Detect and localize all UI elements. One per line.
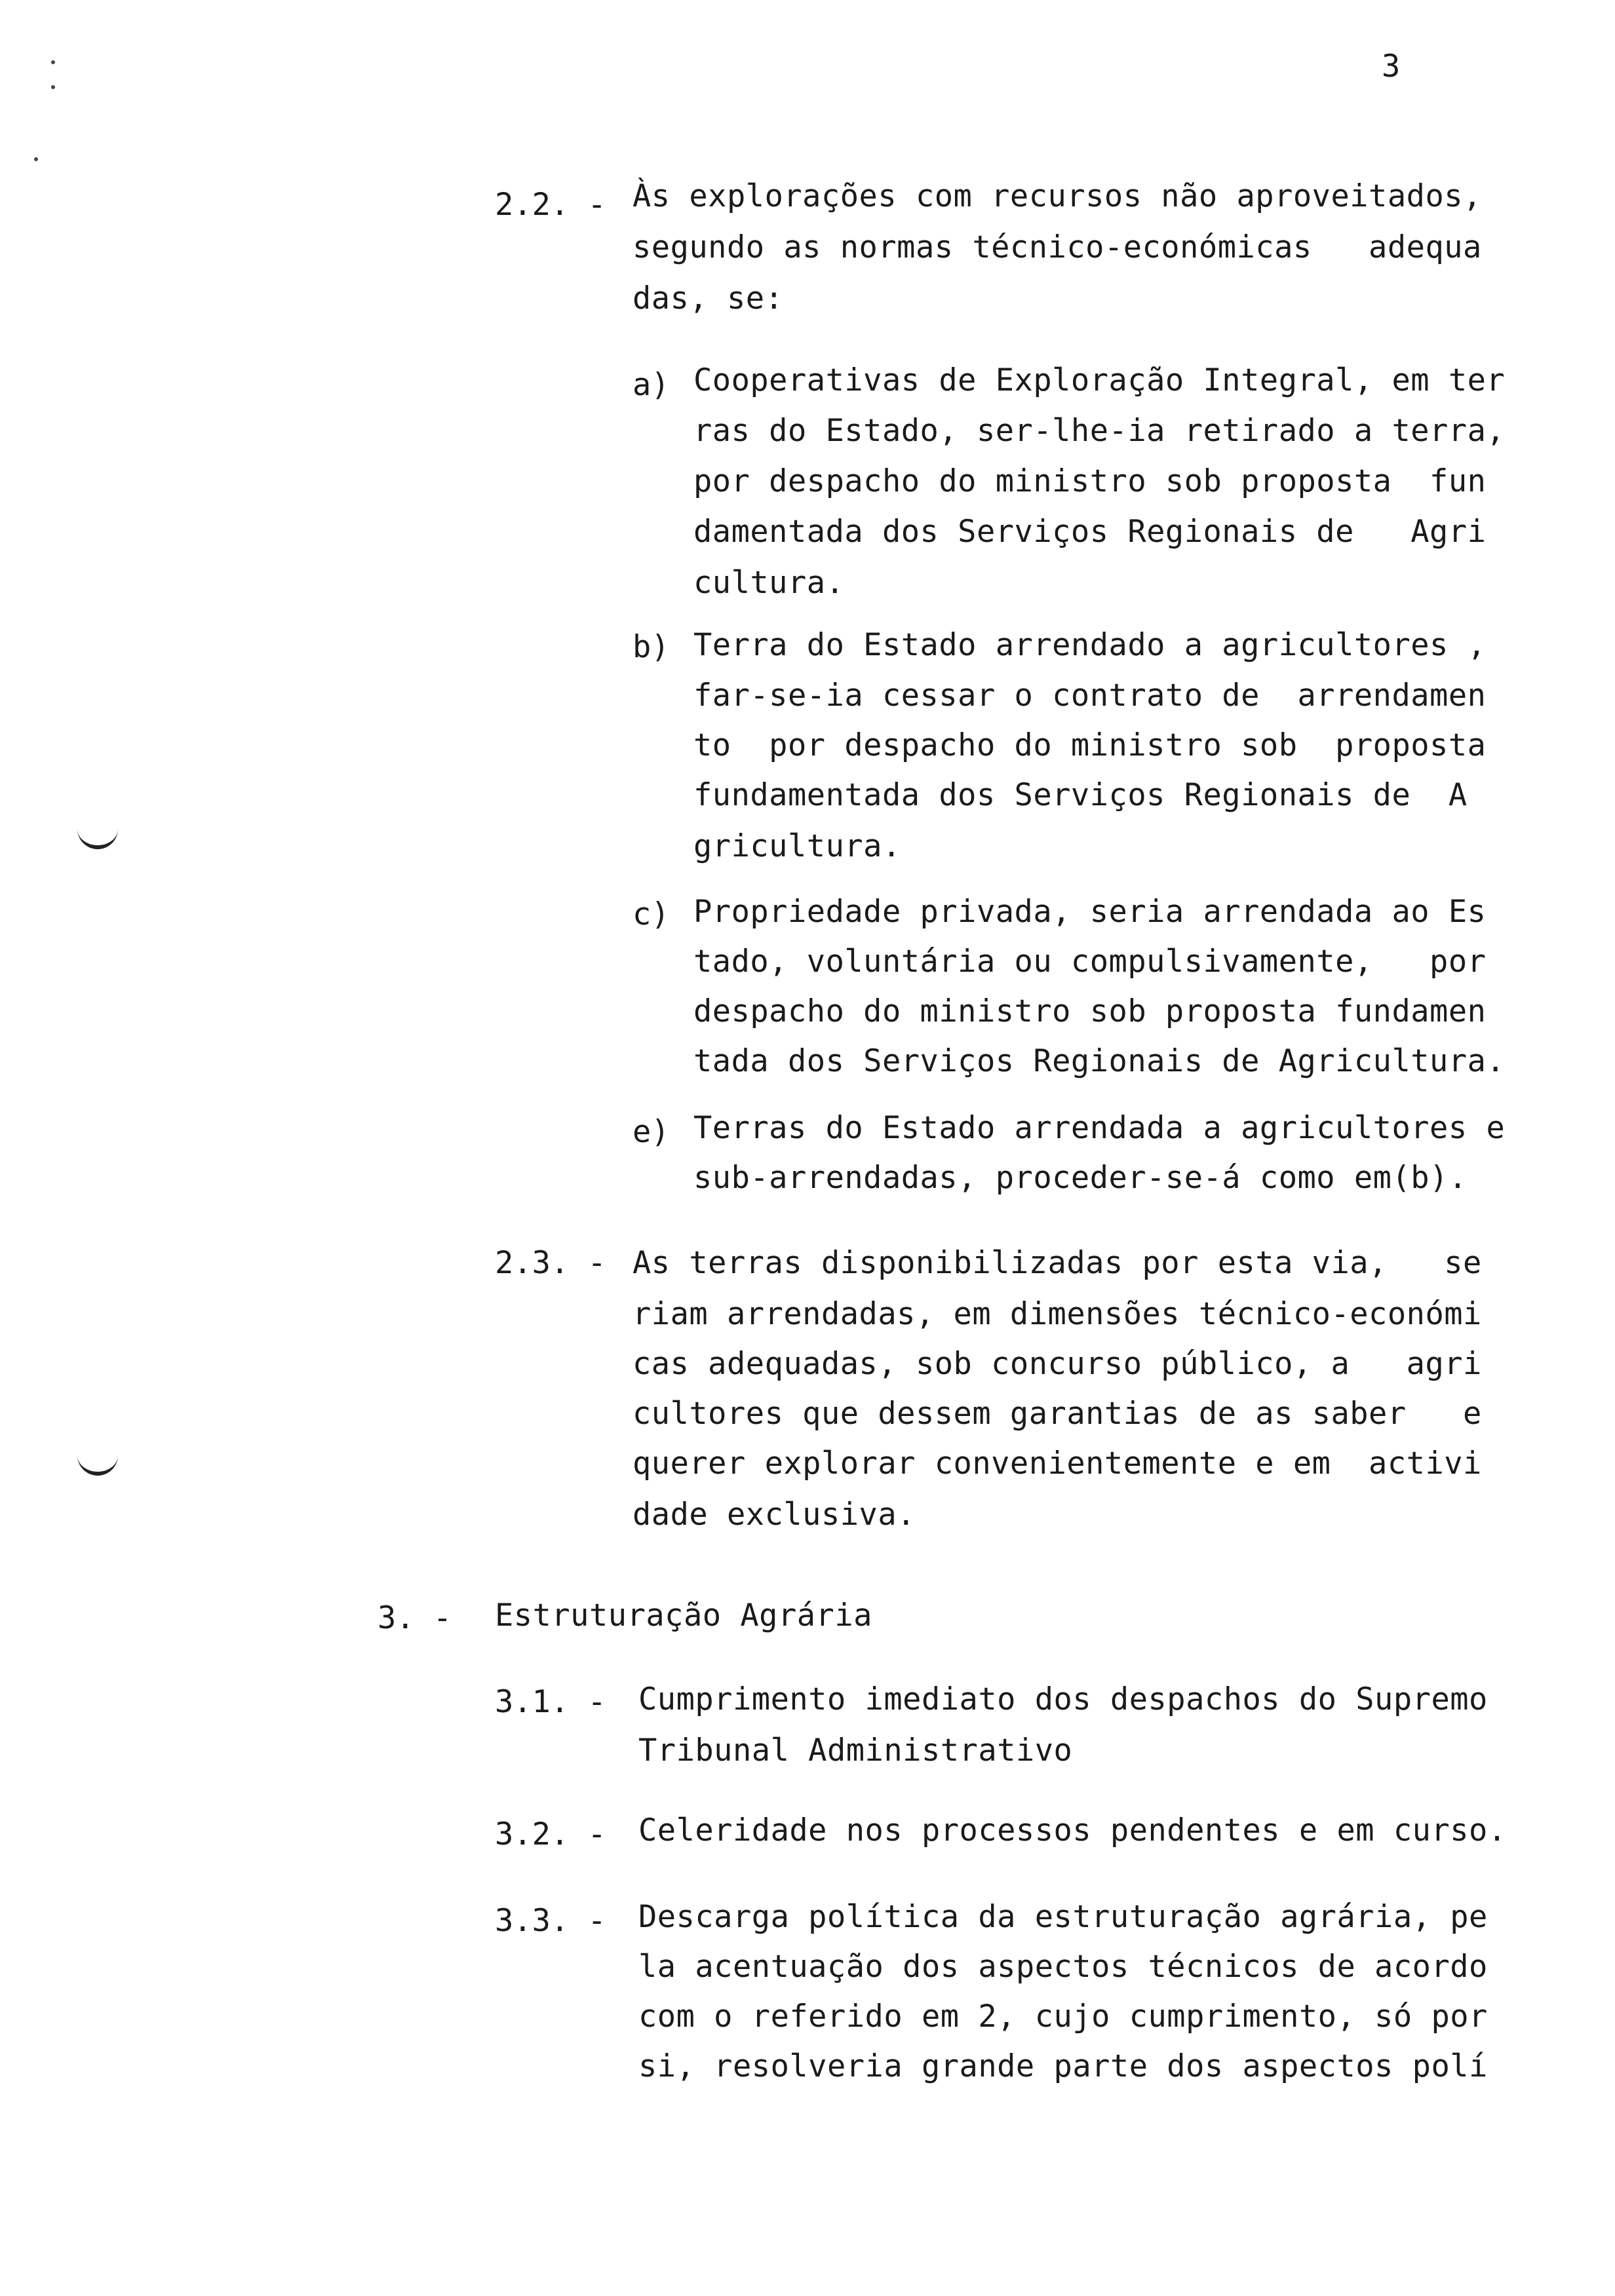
section-number: 2.3. -: [495, 1245, 606, 1281]
text-line: Descarga política da estruturação agrária, pe: [638, 1899, 1488, 1935]
text-line: ras do Estado, ser-lhe-ia retirado a terra,: [693, 413, 1506, 449]
item-label: a): [632, 367, 670, 403]
text-line: por despacho do ministro sob proposta fun: [693, 463, 1487, 499]
section-number: 3.3. -: [495, 1903, 606, 1939]
text-line: das, se:: [632, 280, 784, 316]
item-label: c): [632, 896, 670, 932]
binder-hole-mark: [77, 813, 118, 849]
text-line: Terras do Estado arrendada a agricultores e: [693, 1110, 1506, 1146]
text-line: gricultura.: [693, 828, 901, 864]
text-line: dade exclusiva.: [632, 1497, 916, 1533]
scan-speck: [34, 157, 38, 161]
text-line: si, resolveria grande parte dos aspectos polí: [638, 2048, 1488, 2084]
binder-hole-mark: [77, 1439, 118, 1476]
section-number: 3.2. -: [495, 1816, 606, 1852]
item-label: b): [632, 629, 670, 665]
section-number: 3. -: [378, 1600, 452, 1636]
text-line: Terra do Estado arrendado a agricultores ,: [693, 627, 1487, 663]
text-line: to por despacho do ministro sob proposta: [693, 727, 1487, 763]
text-line: tado, voluntária ou compulsivamente, por: [693, 944, 1487, 980]
text-line: riam arrendadas, em dimensões técnico-económi: [632, 1296, 1482, 1332]
scan-speck: [51, 85, 55, 89]
section-number: 2.2. -: [495, 187, 606, 223]
text-line: Às explorações com recursos não aproveitados,: [632, 178, 1482, 214]
text-line: Celeridade nos processos pendentes e em curso.: [638, 1812, 1507, 1848]
text-line: far-se-ia cessar o contrato de arrendamen: [693, 678, 1487, 714]
text-line: Cumprimento imediato dos despachos do Supremo: [638, 1681, 1488, 1717]
text-line: damentada dos Serviços Regionais de Agri: [693, 514, 1487, 550]
text-line: cultura.: [693, 565, 845, 601]
text-line: tada dos Serviços Regionais de Agricultura.: [693, 1043, 1506, 1079]
text-line: As terras disponibilizadas por esta via, se: [632, 1245, 1482, 1281]
text-line: cultores que dessem garantias de as saber e: [632, 1396, 1482, 1432]
text-line: com o referido em 2, cujo cumprimento, só por: [638, 1999, 1488, 2035]
text-line: Tribunal Administrativo: [638, 1732, 1073, 1769]
section-number: 3.1. -: [495, 1684, 606, 1720]
text-line: sub-arrendadas, proceder-se-á como em(b).: [693, 1160, 1468, 1196]
page-number: 3: [1382, 48, 1401, 85]
text-line: Cooperativas de Exploração Integral, em ter: [693, 362, 1506, 398]
section-title: Estruturação Agrária: [495, 1598, 872, 1634]
text-line: despacho do ministro sob proposta fundamen: [693, 993, 1487, 1029]
scan-speck: [51, 60, 55, 64]
text-line: cas adequadas, sob concurso público, a agri: [632, 1346, 1482, 1382]
text-line: la acentuação dos aspectos técnicos de acordo: [638, 1949, 1488, 1985]
item-label: e): [632, 1114, 670, 1150]
text-line: Propriedade privada, seria arrendada ao Es: [693, 894, 1487, 930]
text-line: segundo as normas técnico-económicas adequa: [632, 229, 1482, 265]
text-line: fundamentada dos Serviços Regionais de A: [693, 777, 1468, 813]
text-line: querer explorar convenientemente e em activi: [632, 1445, 1482, 1482]
